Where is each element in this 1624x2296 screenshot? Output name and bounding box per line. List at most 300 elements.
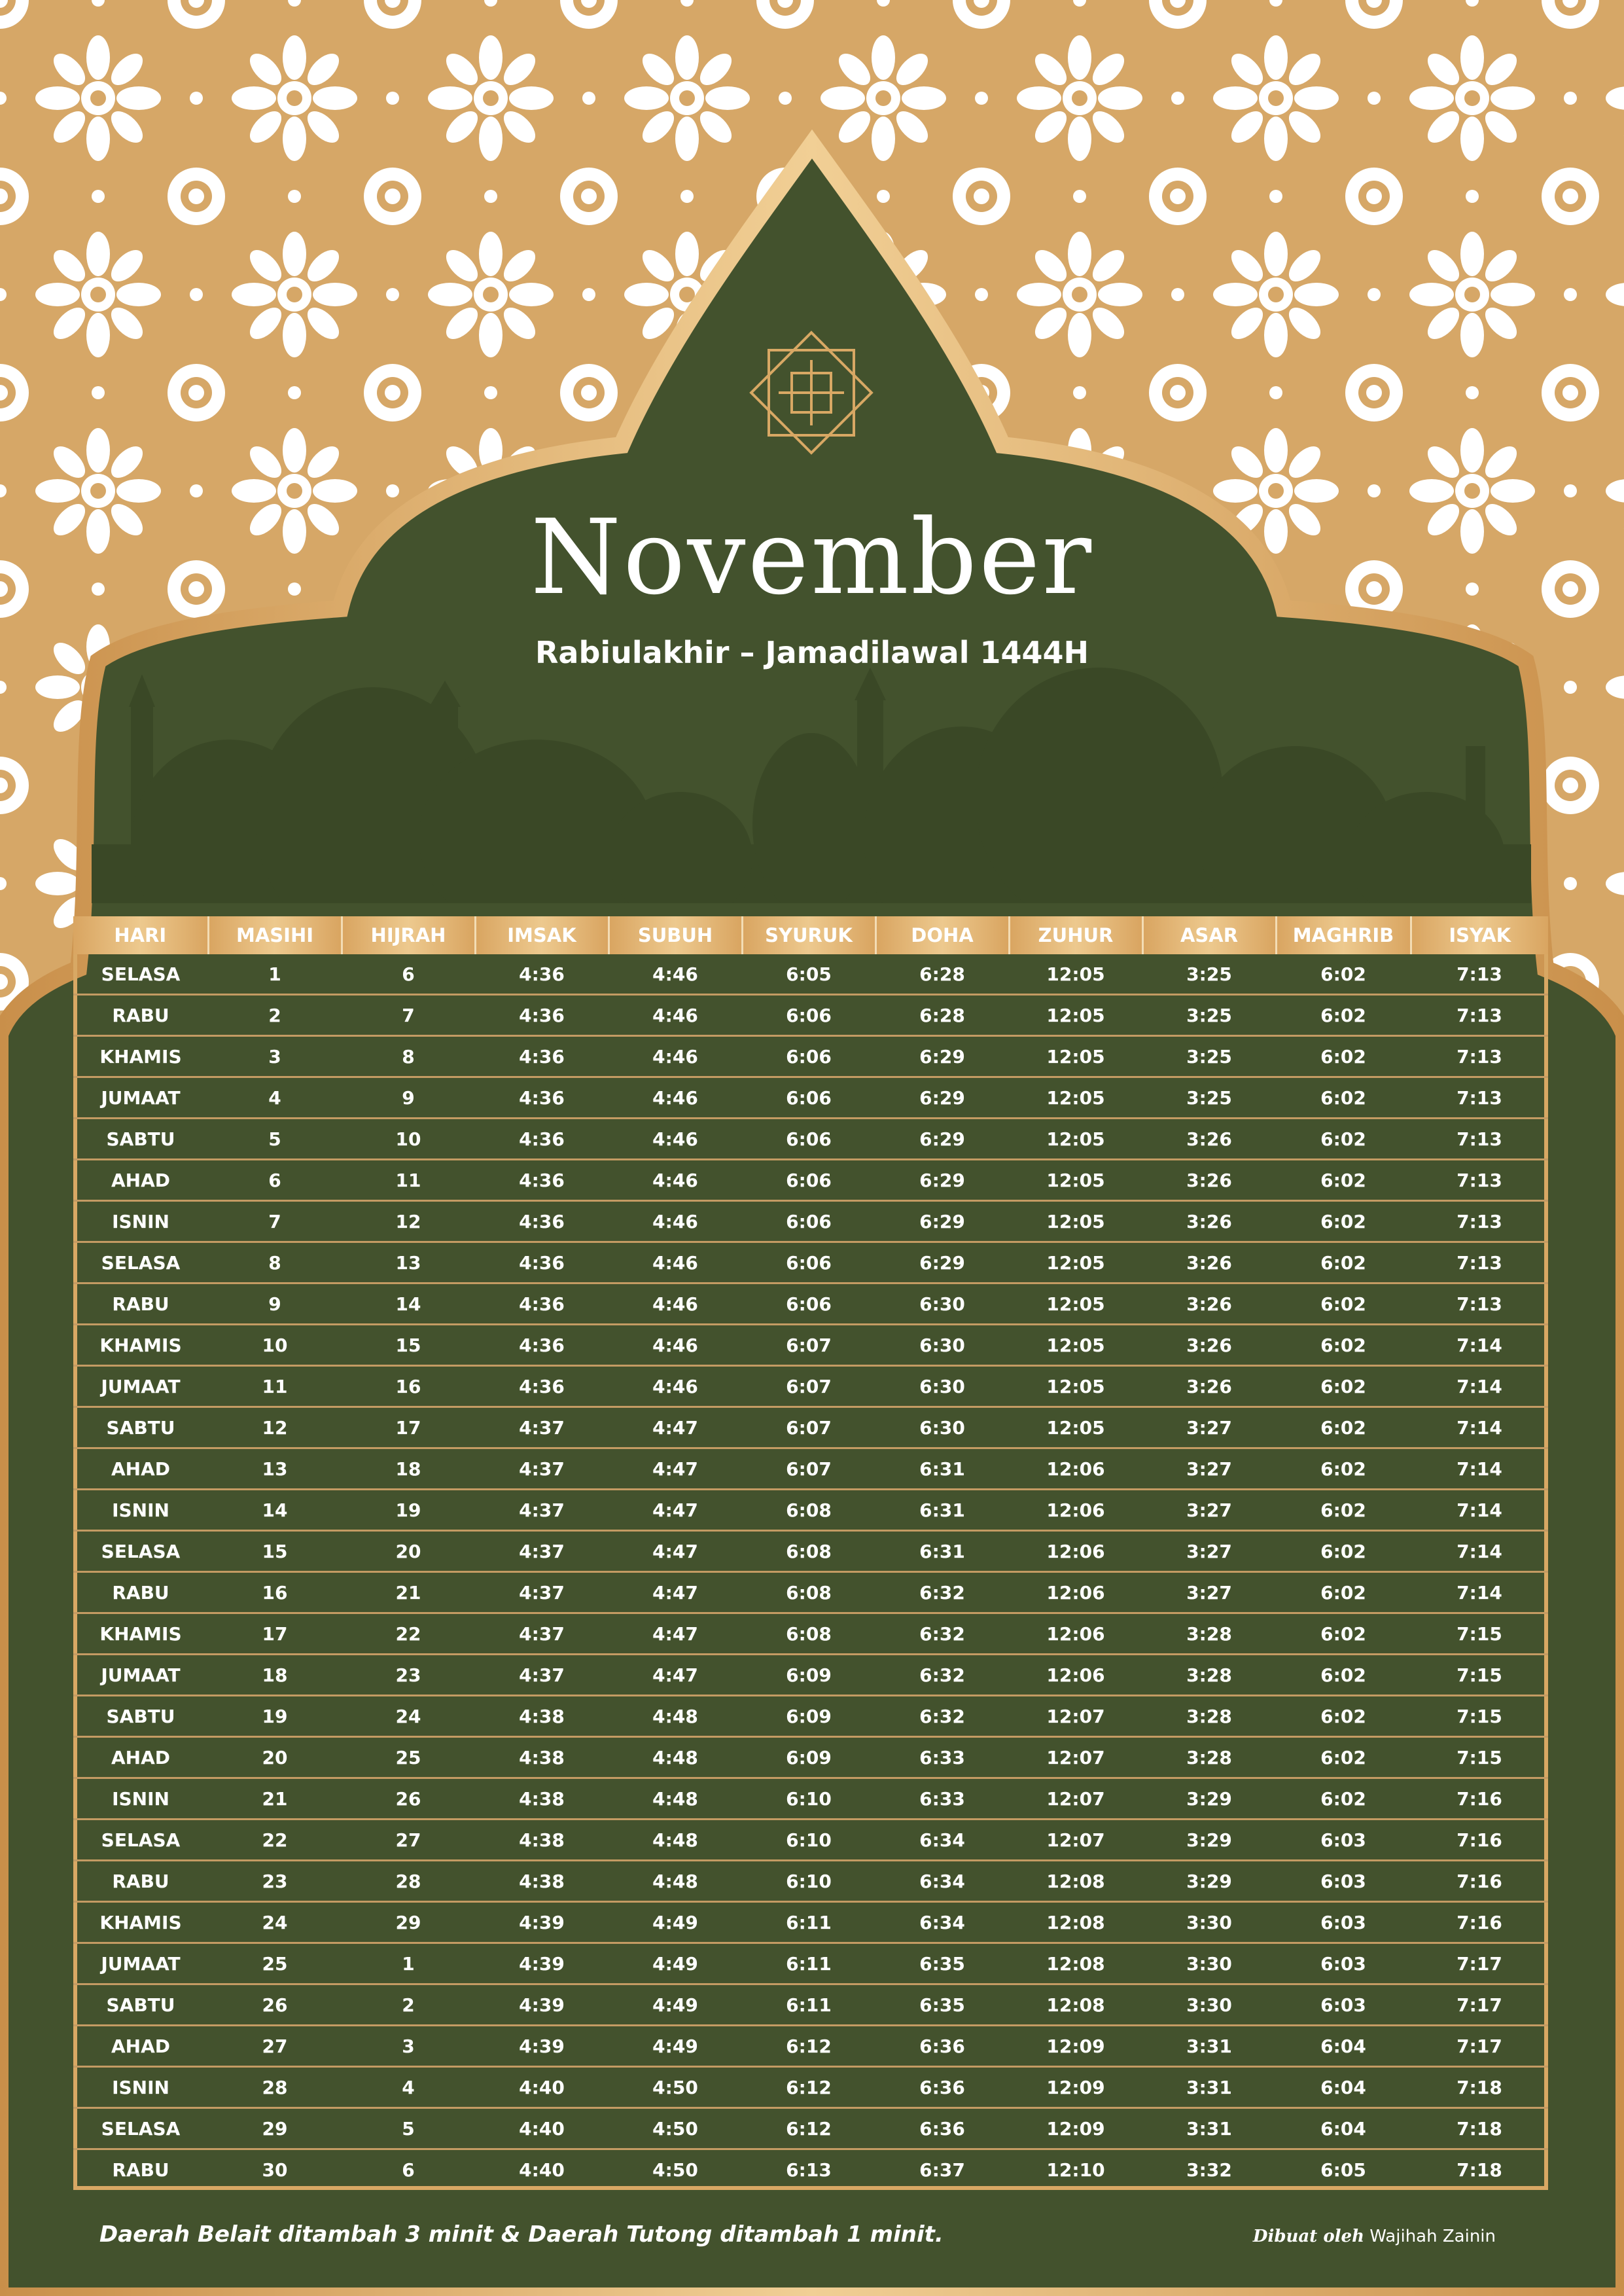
table-cell-zuhur: 12:05 [1009,1160,1142,1201]
table-cell-asar: 3:25 [1142,995,1276,1036]
table-cell-isyak: 7:13 [1411,1036,1548,1077]
table-cell-asar: 3:31 [1142,2026,1276,2067]
table-cell-asar: 3:26 [1142,1119,1276,1160]
table-cell-isyak: 7:16 [1411,1861,1548,1902]
table-cell-asar: 3:27 [1142,1490,1276,1531]
table-cell-syuruk: 6:13 [786,2159,832,2181]
table-cell-hari: RABU [73,1861,208,1902]
table-cell-isyak: 7:13 [1411,1077,1548,1119]
table-cell-doha: 6:31 [875,1448,1009,1490]
table-cell-hari: JUMAAT [73,1366,208,1407]
table-cell-masihi: 17 [208,1613,342,1655]
table-cell-zuhur: 12:07 [1009,1696,1142,1737]
table-row [73,2149,1548,2190]
table-cell-zuhur: 12:05 [1009,1119,1142,1160]
table-cell-maghrib: 6:02 [1276,954,1411,995]
table-cell-subuh: 4:47 [609,1613,742,1655]
column-header-hijrah: HIJRAH [342,916,475,954]
table-cell-hari: JUMAAT [73,1655,208,1696]
table-cell-doha: 6:34 [875,1902,1009,1943]
table-cell-maghrib: 6:02 [1276,1242,1411,1283]
table-cell-hijrah: 28 [342,1861,475,1902]
table-cell-subuh: 4:49 [609,1943,742,1984]
table-cell-imsak: 4:37 [475,1407,609,1448]
table-cell-syuruk: 6:10 [742,1778,875,1820]
table-cell-doha: 6:30 [875,1325,1009,1366]
table-cell-subuh: 4:48 [609,1778,742,1820]
table-cell-isyak: 7:13 [1411,1119,1548,1160]
table-cell-syuruk: 6:12 [742,2067,875,2108]
table-cell-hari: SELASA [73,954,208,995]
table-cell-zuhur: 12:05 [1009,1366,1142,1407]
table-cell-asar: 3:30 [1142,1984,1276,2026]
table-cell-zuhur: 12:05 [1009,1407,1142,1448]
table-cell-syuruk: 6:06 [742,1119,875,1160]
table-cell-masihi: 5 [208,1119,342,1160]
table-cell-masihi: 16 [208,1572,342,1613]
table-cell-masihi: 15 [208,1531,342,1572]
table-cell-isyak: 7:14 [1411,1325,1548,1366]
table-cell-hari: RABU [73,1283,208,1325]
table-cell-syuruk: 6:08 [742,1490,875,1531]
table-cell-isyak: 7:17 [1411,1943,1548,1984]
table-cell-subuh: 4:48 [609,1820,742,1861]
table-cell-doha: 6:34 [875,1861,1009,1902]
footer-note: Daerah Belait ditambah 3 minit & Daerah Tutong ditambah 1 minit. [99,2221,944,2248]
table-cell-zuhur: 12:07 [1009,1737,1142,1778]
table-cell-zuhur: 12:06 [1009,1613,1142,1655]
table-cell-maghrib: 6:02 [1276,1325,1411,1366]
table-cell-imsak: 4:36 [475,1036,609,1077]
table-cell-imsak: 4:39 [475,1984,609,2026]
table-cell-hari: JUMAAT [73,1077,208,1119]
table-cell-syuruk: 6:06 [742,995,875,1036]
table-cell-masihi: 30 [262,2159,288,2181]
table-cell-syuruk: 6:09 [742,1655,875,1696]
table-cell-maghrib: 6:02 [1276,1778,1411,1820]
table-cell-zuhur: 12:10 [1046,2159,1105,2181]
table-cell-hijrah: 6 [402,2159,415,2181]
table-cell-asar: 3:31 [1142,2067,1276,2108]
table-cell-hari: SELASA [73,1531,208,1572]
table-cell-syuruk: 6:06 [742,1242,875,1283]
table-cell-masihi: 12 [208,1407,342,1448]
table-cell-hari: SELASA [73,1820,208,1861]
table-cell-imsak: 4:37 [475,1613,609,1655]
table-cell-maghrib: 6:02 [1276,1036,1411,1077]
table-cell-doha: 6:29 [875,1160,1009,1201]
table-cell-maghrib: 6:02 [1276,1407,1411,1448]
table-cell-hari: KHAMIS [73,1613,208,1655]
table-cell-doha: 6:36 [875,2026,1009,2067]
table-cell-subuh: 4:48 [609,1737,742,1778]
table-cell-imsak: 4:39 [475,1943,609,1984]
table-cell-hijrah: 29 [342,1902,475,1943]
table-cell-subuh: 4:46 [609,1283,742,1325]
table-cell-hari: ISNIN [73,1490,208,1531]
table-cell-zuhur: 12:09 [1009,2108,1142,2149]
table-cell-subuh: 4:48 [609,1696,742,1737]
table-cell-masihi: 8 [208,1242,342,1283]
table-cell-imsak: 4:36 [475,995,609,1036]
table-cell-zuhur: 12:09 [1009,2026,1142,2067]
table-cell-syuruk: 6:11 [742,1902,875,1943]
table-cell-syuruk: 6:06 [742,1160,875,1201]
table-cell-isyak: 7:15 [1411,1737,1548,1778]
table-cell-zuhur: 12:07 [1009,1778,1142,1820]
table-cell-zuhur: 12:08 [1009,1943,1142,1984]
column-header-subuh: SUBUH [609,916,742,954]
table-cell-zuhur: 12:05 [1009,954,1142,995]
table-cell-isyak: 7:14 [1411,1448,1548,1490]
table-cell-doha: 6:32 [875,1696,1009,1737]
table-cell-zuhur: 12:05 [1009,1201,1142,1242]
table-cell-subuh: 4:47 [609,1655,742,1696]
table-cell-subuh: 4:47 [609,1490,742,1531]
table-cell-doha: 6:28 [875,995,1009,1036]
column-header-masihi: MASIHI [208,916,342,954]
table-cell-subuh: 4:46 [609,1077,742,1119]
table-cell-asar: 3:26 [1142,1366,1276,1407]
table-cell-isyak: 7:17 [1411,2026,1548,2067]
table-cell-hijrah: 4 [342,2067,475,2108]
table-cell-masihi: 24 [208,1902,342,1943]
table-cell-hari: SABTU [73,1696,208,1737]
table-cell-hijrah: 17 [342,1407,475,1448]
column-header-zuhur: ZUHUR [1009,916,1142,954]
credit-name: Wajihah Zainin [1369,2227,1496,2246]
table-cell-masihi: 26 [208,1984,342,2026]
table-cell-asar: 3:26 [1142,1283,1276,1325]
table-cell-masihi: 27 [208,2026,342,2067]
table-cell-doha: 6:37 [919,2159,965,2181]
table-cell-hari: KHAMIS [73,1036,208,1077]
table-cell-hijrah: 22 [342,1613,475,1655]
table-cell-masihi: 29 [208,2108,342,2149]
table-cell-asar: 3:27 [1142,1407,1276,1448]
table-cell-masihi: 3 [208,1036,342,1077]
table-cell-zuhur: 12:06 [1009,1572,1142,1613]
table-cell-hijrah: 24 [342,1696,475,1737]
table-row [73,1572,1548,1613]
table-cell-isyak: 7:16 [1411,1778,1548,1820]
table-row [73,1119,1548,1160]
table-cell-maghrib: 6:02 [1276,1531,1411,1572]
table-cell-doha: 6:31 [875,1531,1009,1572]
table-cell-imsak: 4:36 [475,1283,609,1325]
table-cell-masihi: 20 [208,1737,342,1778]
column-header-imsak: IMSAK [475,916,609,954]
table-cell-syuruk: 6:06 [742,1283,875,1325]
table-row [73,1325,1548,1366]
table-cell-maghrib: 6:02 [1276,1572,1411,1613]
table-cell-zuhur: 12:05 [1009,1283,1142,1325]
table-cell-hari: RABU [112,2159,169,2181]
table-cell-hari: AHAD [73,1737,208,1778]
table-cell-maghrib: 6:04 [1276,2067,1411,2108]
table-cell-imsak: 4:39 [475,2026,609,2067]
table-cell-imsak: 4:40 [519,2159,565,2181]
table-cell-masihi: 18 [208,1655,342,1696]
table-cell-hijrah: 14 [342,1283,475,1325]
table-cell-asar: 3:28 [1142,1696,1276,1737]
table-cell-imsak: 4:38 [475,1737,609,1778]
table-cell-hijrah: 21 [342,1572,475,1613]
table-cell-hari: AHAD [73,2026,208,2067]
table-row [73,1902,1548,1943]
table-cell-hari: AHAD [73,1448,208,1490]
table-cell-masihi: 21 [208,1778,342,1820]
column-header-hari: HARI [73,916,208,954]
table-cell-syuruk: 6:05 [742,954,875,995]
table-cell-subuh: 4:47 [609,1572,742,1613]
table-row [73,1160,1548,1201]
table-row [73,1613,1548,1655]
table-cell-doha: 6:36 [875,2067,1009,2108]
table-row [73,1201,1548,1242]
table-cell-hari: SELASA [73,1242,208,1283]
table-cell-hijrah: 16 [342,1366,475,1407]
table-cell-masihi: 6 [208,1160,342,1201]
credit [1253,2227,1496,2246]
table-cell-doha: 6:28 [875,954,1009,995]
table-cell-isyak: 7:14 [1411,1572,1548,1613]
table-cell-hijrah: 12 [342,1201,475,1242]
table-cell-hijrah: 26 [342,1778,475,1820]
table-cell-maghrib: 6:03 [1276,1861,1411,1902]
table-cell-doha: 6:31 [875,1490,1009,1531]
table-cell-asar: 3:25 [1142,954,1276,995]
table-cell-doha: 6:29 [875,1242,1009,1283]
table-cell-isyak: 7:13 [1411,1201,1548,1242]
table-cell-asar: 3:28 [1142,1737,1276,1778]
table-cell-syuruk: 6:08 [742,1613,875,1655]
table-cell-hijrah: 1 [342,1943,475,1984]
table-cell-isyak: 7:16 [1411,1902,1548,1943]
table-row [73,1407,1548,1448]
table-cell-subuh: 4:46 [609,995,742,1036]
table-cell-maghrib: 6:02 [1276,1283,1411,1325]
table-cell-subuh: 4:46 [609,1242,742,1283]
table-cell-syuruk: 6:08 [742,1572,875,1613]
table-cell-asar: 3:25 [1142,1036,1276,1077]
table-cell-maghrib: 6:02 [1276,1366,1411,1407]
table-cell-zuhur: 12:08 [1009,1902,1142,1943]
table-cell-imsak: 4:39 [475,1902,609,1943]
table-cell-subuh: 4:46 [609,1119,742,1160]
table-cell-doha: 6:35 [875,1943,1009,1984]
table-cell-zuhur: 12:06 [1009,1490,1142,1531]
table-cell-syuruk: 6:09 [742,1696,875,1737]
table-cell-subuh: 4:50 [609,2108,742,2149]
table-cell-asar: 3:29 [1142,1861,1276,1902]
table-header-row [73,916,1548,954]
table-cell-masihi: 7 [208,1201,342,1242]
table-cell-zuhur: 12:08 [1009,1984,1142,2026]
table-row [73,1696,1548,1737]
table-cell-hijrah: 10 [342,1119,475,1160]
table-cell-subuh: 4:47 [609,1531,742,1572]
table-cell-hijrah: 19 [342,1490,475,1531]
table-row [73,954,1548,995]
table-cell-hari: ISNIN [73,1778,208,1820]
table-cell-imsak: 4:36 [475,1160,609,1201]
table-cell-masihi: 11 [208,1366,342,1407]
table-cell-masihi: 13 [208,1448,342,1490]
table-cell-asar: 3:31 [1142,2108,1276,2149]
table-cell-masihi: 1 [208,954,342,995]
table-cell-isyak: 7:15 [1411,1613,1548,1655]
table-cell-imsak: 4:37 [475,1531,609,1572]
table-cell-zuhur: 12:05 [1009,1077,1142,1119]
table-cell-maghrib: 6:02 [1276,1448,1411,1490]
table-cell-imsak: 4:37 [475,1655,609,1696]
table-cell-doha: 6:36 [875,2108,1009,2149]
table-cell-syuruk: 6:08 [742,1531,875,1572]
table-cell-zuhur: 12:08 [1009,1861,1142,1902]
table-cell-hijrah: 7 [342,995,475,1036]
table-cell-masihi: 14 [208,1490,342,1531]
table-cell-doha: 6:33 [875,1778,1009,1820]
table-cell-masihi: 4 [208,1077,342,1119]
table-cell-hijrah: 8 [342,1036,475,1077]
table-cell-hijrah: 23 [342,1655,475,1696]
table-cell-isyak: 7:14 [1411,1490,1548,1531]
table-row [73,1490,1548,1531]
table-cell-masihi: 23 [208,1861,342,1902]
table-cell-zuhur: 12:06 [1009,1448,1142,1490]
islamic-star-emblem-icon [739,321,883,465]
table-row [73,1943,1548,1984]
table-cell-asar: 3:27 [1142,1531,1276,1572]
table-cell-doha: 6:30 [875,1366,1009,1407]
table-cell-maghrib: 6:02 [1276,1613,1411,1655]
table-cell-maghrib: 6:02 [1276,1077,1411,1119]
table-cell-syuruk: 6:12 [742,2026,875,2067]
table-cell-hari: AHAD [73,1160,208,1201]
table-cell-doha: 6:29 [875,1036,1009,1077]
table-cell-syuruk: 6:11 [742,1984,875,2026]
table-row [73,1820,1548,1861]
table-cell-isyak: 7:16 [1411,1820,1548,1861]
table-cell-syuruk: 6:11 [742,1943,875,1984]
table-row [73,2067,1548,2108]
table-cell-subuh: 4:46 [609,1201,742,1242]
table-row [73,1242,1548,1283]
table-cell-subuh: 4:47 [609,1407,742,1448]
table-cell-hijrah: 2 [342,1984,475,2026]
table-cell-syuruk: 6:07 [742,1325,875,1366]
table-cell-maghrib: 6:04 [1276,2108,1411,2149]
table-cell-masihi: 10 [208,1325,342,1366]
table-cell-doha: 6:32 [875,1655,1009,1696]
table-cell-maghrib: 6:03 [1276,1984,1411,2026]
table-cell-hari: KHAMIS [73,1902,208,1943]
table-cell-isyak: 7:18 [1411,2067,1548,2108]
table-cell-masihi: 2 [208,995,342,1036]
table-cell-maghrib: 6:03 [1276,1943,1411,1984]
table-cell-zuhur: 12:07 [1009,1820,1142,1861]
table-cell-isyak: 7:13 [1411,1242,1548,1283]
table-cell-imsak: 4:38 [475,1696,609,1737]
table-cell-masihi: 28 [208,2067,342,2108]
table-row [73,1077,1548,1119]
table-cell-imsak: 4:38 [475,1861,609,1902]
table-cell-asar: 3:27 [1142,1448,1276,1490]
page-title: November [530,497,1094,618]
table-cell-doha: 6:33 [875,1737,1009,1778]
table-cell-zuhur: 12:05 [1009,1325,1142,1366]
table-cell-subuh: 4:46 [609,1036,742,1077]
table-row [73,995,1548,1036]
table-cell-masihi: 22 [208,1820,342,1861]
table-cell-subuh: 4:48 [609,1861,742,1902]
table-row [73,2108,1548,2149]
table-cell-zuhur: 12:06 [1009,1531,1142,1572]
table-cell-asar: 3:26 [1142,1201,1276,1242]
table-row [73,1036,1548,1077]
table-cell-zuhur: 12:05 [1009,1036,1142,1077]
table-cell-maghrib: 6:02 [1276,1160,1411,1201]
table-cell-hari: SABTU [73,1984,208,2026]
table-cell-maghrib: 6:02 [1276,995,1411,1036]
table-cell-hijrah: 27 [342,1820,475,1861]
table-cell-masihi: 25 [208,1943,342,1984]
table-row [73,1984,1548,2026]
table-row [73,2026,1548,2067]
table-cell-doha: 6:32 [875,1613,1009,1655]
table-cell-maghrib: 6:02 [1276,1119,1411,1160]
table-cell-maghrib: 6:03 [1276,1902,1411,1943]
table-cell-isyak: 7:15 [1411,1696,1548,1737]
table-cell-masihi: 9 [208,1283,342,1325]
table-cell-subuh: 4:49 [609,1902,742,1943]
table-cell-maghrib: 6:02 [1276,1696,1411,1737]
table-cell-hijrah: 5 [342,2108,475,2149]
table-cell-isyak: 7:13 [1411,1283,1548,1325]
table-cell-doha: 6:30 [875,1407,1009,1448]
table-cell-asar: 3:25 [1142,1077,1276,1119]
table-cell-asar: 3:26 [1142,1242,1276,1283]
table-cell-doha: 6:29 [875,1119,1009,1160]
table-cell-syuruk: 6:07 [742,1407,875,1448]
table-cell-asar: 3:28 [1142,1613,1276,1655]
table-cell-maghrib: 6:04 [1276,2026,1411,2067]
table-row [73,1737,1548,1778]
table-cell-subuh: 4:46 [609,1366,742,1407]
table-cell-isyak: 7:14 [1411,1366,1548,1407]
table-cell-masihi: 19 [208,1696,342,1737]
table-cell-doha: 6:35 [875,1984,1009,2026]
table-cell-hijrah: 18 [342,1448,475,1490]
table-cell-doha: 6:32 [875,1572,1009,1613]
table-cell-maghrib: 6:03 [1276,1820,1411,1861]
table-row [73,1283,1548,1325]
table-cell-hijrah: 9 [342,1077,475,1119]
table-cell-asar: 3:27 [1142,1572,1276,1613]
table-cell-hari: ISNIN [73,1201,208,1242]
table-cell-hari: RABU [73,995,208,1036]
table-row [73,1448,1548,1490]
table-cell-subuh: 4:49 [609,1984,742,2026]
table-cell-imsak: 4:40 [475,2108,609,2149]
table-row [73,1531,1548,1572]
table-cell-doha: 6:30 [875,1283,1009,1325]
table-cell-isyak: 7:13 [1411,995,1548,1036]
table-cell-imsak: 4:36 [475,1325,609,1366]
table-cell-imsak: 4:36 [475,1242,609,1283]
table-cell-isyak: 7:14 [1411,1407,1548,1448]
